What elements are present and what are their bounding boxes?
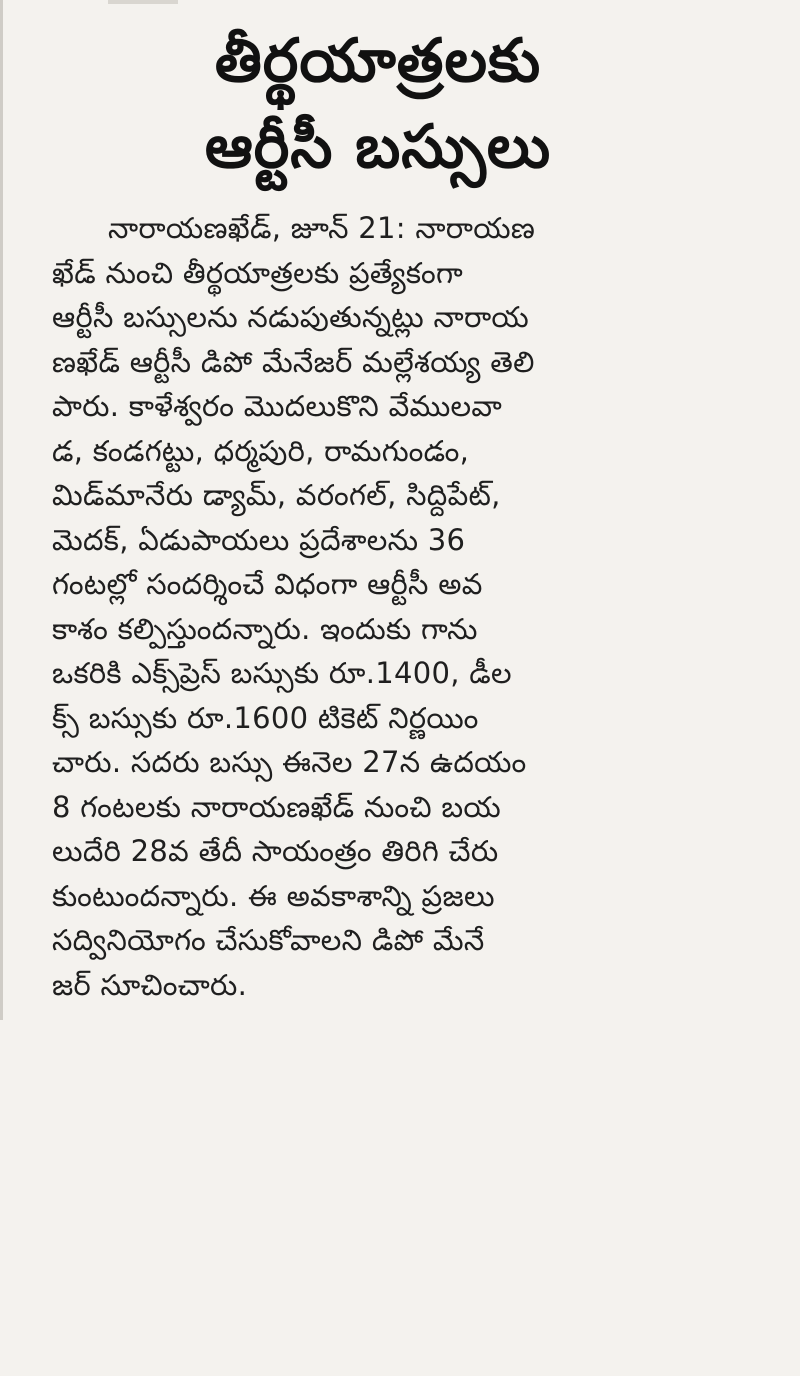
previous-clipping-edge xyxy=(108,0,178,4)
article-line: కుంటుందన్నారు. ఈ అవకాశాన్ని ప్రజలు xyxy=(52,878,495,913)
article-line: గంటల్లో సందర్శించే విధంగా ఆర్టీసీ అవ xyxy=(52,567,483,601)
article-line: ఒకరికి ఎక్స్‌ప్రెస్ బస్సుకు రూ.1400, డీల xyxy=(52,656,512,690)
article-line: 8 గంటలకు నారాయణఖేడ్ నుంచి బయ xyxy=(52,789,502,824)
article-line: చారు. సదరు బస్సు ఈనెల 27న ఉదయం xyxy=(52,745,527,779)
headline xyxy=(28,18,728,190)
newspaper-clipping xyxy=(28,18,728,1007)
article-line: మిడ్‌మానేరు డ్యామ్, వరంగల్, సిద్దిపేట్, xyxy=(52,478,501,512)
article-line: కాశం కల్పిస్తుందన్నారు. ఇందుకు గాను xyxy=(52,611,478,646)
article-line: ఆర్టీసీ బస్సులను నడుపుతున్నట్లు నారాయ xyxy=(52,300,530,334)
column-rule xyxy=(0,0,3,1020)
article-line: లుదేరి 28వ తేదీ సాయంత్రం తిరిగి చేరు xyxy=(52,834,499,868)
article-line: జర్ సూచించారు. xyxy=(52,967,248,1002)
article-line: నారాయణఖేడ్, జూన్ 21: నారాయణ xyxy=(108,211,536,245)
article-line: క్స్ బస్సుకు రూ.1600 టికెట్ నిర్ణయిం xyxy=(52,700,479,735)
article-line: ణఖేడ్ ఆర్టీసీ డిపో మేనేజర్ మల్లేశయ్య తెలి xyxy=(52,344,535,379)
article-line: ఖేడ్ నుంచి తీర్థయాత్రలకు ప్రత్యేకంగా xyxy=(52,255,464,290)
article-line: మెదక్, ఏడుపాయలు ప్రదేశాలను 36 xyxy=(52,522,466,557)
headline-line-1: తీర్థయాత్రలకు xyxy=(214,26,542,96)
article-body xyxy=(28,206,728,1007)
article-line: డ, కండగట్టు, ధర్మపురి, రామగుండం, xyxy=(52,433,470,468)
article-line: పారు. కాళేశ్వరం మొదలుకొని వేములవా xyxy=(52,389,503,423)
headline-line-2: ఆర్టీసీ బస్సులు xyxy=(204,112,552,182)
article-line: సద్వినియోగం చేసుకోవాలని డిపో మేనే xyxy=(52,923,485,957)
